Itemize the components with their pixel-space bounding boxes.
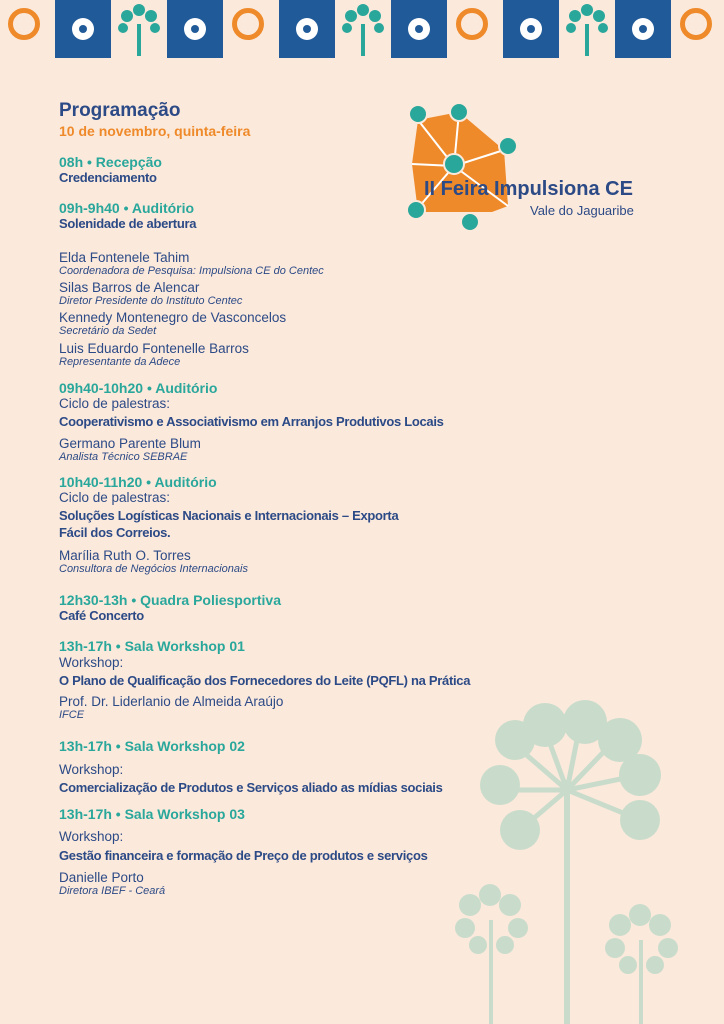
- speaker-name: Prof. Dr. Liderlanio de Almeida Araújo: [59, 694, 284, 709]
- tree-icon: [335, 0, 391, 58]
- schedule-event: Soluções Logísticas Nacionais e Internacionais – Exporta: [59, 508, 399, 523]
- ring-icon: [232, 8, 264, 40]
- speaker-role: Consultora de Negócios Internacionais: [59, 563, 248, 575]
- schedule-time: 13h-17h • Sala Workshop 02: [59, 738, 245, 754]
- ring-icon: [8, 8, 40, 40]
- speaker-role: IFCE: [59, 709, 85, 721]
- schedule-time: 08h • Recepção: [59, 154, 162, 170]
- decorative-header-band: [0, 0, 724, 60]
- schedule-time: 13h-17h • Sala Workshop 03: [59, 806, 245, 822]
- speaker-role: Analista Técnico SEBRAE: [59, 451, 188, 463]
- schedule-event: Solenidade de abertura: [59, 216, 197, 231]
- speaker-role: Secretário da Sedet: [59, 325, 157, 337]
- speaker-role: Representante da Adece: [59, 356, 181, 368]
- speaker-name: Elda Fontenele Tahim: [59, 250, 190, 265]
- schedule-label: Ciclo de palestras:: [59, 490, 171, 505]
- logo-title: II Feira Impulsiona CE: [424, 178, 633, 200]
- speaker-name: Marília Ruth O. Torres: [59, 548, 191, 563]
- schedule-time: 12h30-13h • Quadra Poliesportiva: [59, 592, 281, 608]
- speaker-role: Coordenadora de Pesquisa: Impulsiona CE do Centec: [59, 265, 324, 277]
- dot-icon: [279, 0, 335, 58]
- speaker-name: Kennedy Montenegro de Vasconcelos: [59, 310, 287, 325]
- schedule-label: Workshop:: [59, 655, 124, 670]
- schedule-time: 09h40-10h20 • Auditório: [59, 380, 218, 396]
- tree-icon: [559, 0, 615, 58]
- logo-subtitle: Vale do Jaguaribe: [530, 203, 634, 218]
- schedule-time: 13h-17h • Sala Workshop 01: [59, 638, 245, 654]
- schedule-event: Café Concerto: [59, 608, 144, 623]
- speaker-role: Diretor Presidente do Instituto Centec: [59, 295, 243, 307]
- schedule-time: 10h40-11h20 • Auditório: [59, 474, 217, 490]
- schedule-event: Cooperativismo e Associativismo em Arranjos Produtivos Locais: [59, 414, 444, 429]
- dot-icon: [615, 0, 671, 58]
- dot-icon: [391, 0, 447, 58]
- speaker-name: Germano Parente Blum: [59, 436, 201, 451]
- schedule-event: Credenciamento: [59, 170, 157, 185]
- schedule-label: Workshop:: [59, 829, 124, 844]
- schedule-event: O Plano de Qualificação dos Fornecedores do Leite (PQFL) na Prática: [59, 673, 471, 688]
- speaker-name: Silas Barros de Alencar: [59, 280, 200, 295]
- page-title: Programação: [59, 100, 181, 121]
- schedule-label: Workshop:: [59, 762, 124, 777]
- schedule-label: Ciclo de palestras:: [59, 396, 171, 411]
- speaker-role: Diretora IBEF - Ceará: [59, 885, 166, 897]
- tree-icon: [111, 0, 167, 58]
- ring-icon: [456, 8, 488, 40]
- speaker-name: Luis Eduardo Fontenelle Barros: [59, 341, 249, 356]
- dot-icon: [167, 0, 223, 58]
- speaker-name: Danielle Porto: [59, 870, 144, 885]
- dot-icon: [503, 0, 559, 58]
- event-date: 10 de novembro, quinta-feira: [59, 123, 251, 139]
- schedule-event: Gestão financeira e formação de Preço de produtos e serviços: [59, 848, 428, 863]
- schedule-event: Comercialização de Produtos e Serviços aliado as mídias sociais: [59, 780, 443, 795]
- schedule-time: 09h-9h40 • Auditório: [59, 200, 195, 216]
- dot-icon: [55, 0, 111, 58]
- ring-icon: [680, 8, 712, 40]
- schedule-event-line2: Fácil dos Correios.: [59, 525, 171, 540]
